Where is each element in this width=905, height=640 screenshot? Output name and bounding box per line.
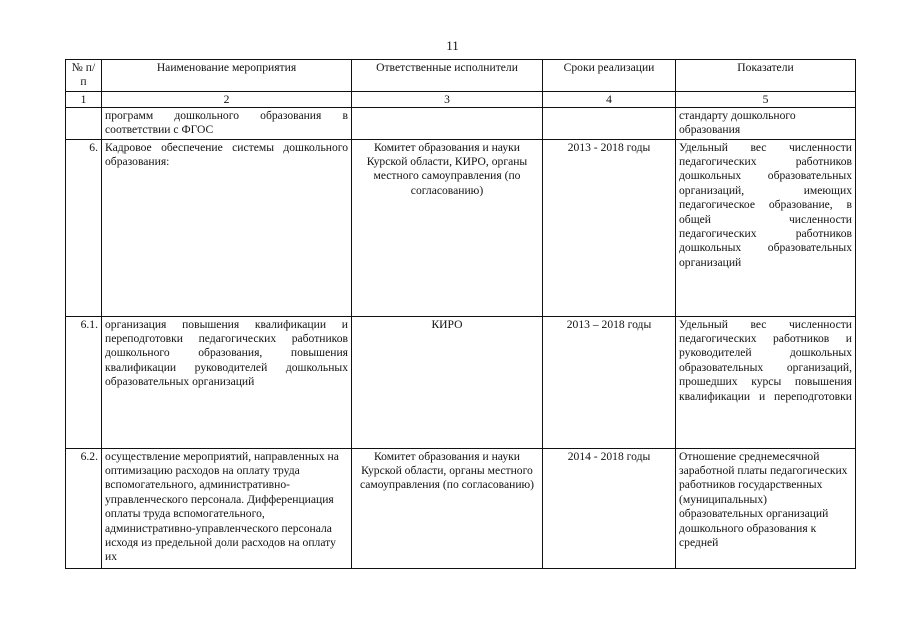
column-number-row [66, 91, 856, 107]
header-executors: Ответственные исполнители [352, 60, 543, 92]
measure-name: программ дошкольного образования в соответствии с ФГОС [102, 107, 352, 139]
measure-terms: 2014 - 2018 годы [543, 448, 676, 568]
measure-name: организация повышения квалификации и переподготовки педагогических работников дошкольного образования, повышения квалификации руководителей дошкольных образовательных организаций [102, 316, 352, 448]
column-number: 3 [352, 91, 543, 107]
measures-table [65, 59, 856, 569]
measure-terms [543, 107, 676, 139]
header-terms: Сроки реализации [543, 60, 676, 92]
row-number: 6.1. [66, 316, 102, 448]
measure-executors: КИРО [352, 316, 543, 448]
measure-indicators: стандарту дошкольного образования [676, 107, 856, 139]
column-number: 5 [676, 91, 856, 107]
column-number: 2 [102, 91, 352, 107]
measure-executors [352, 107, 543, 139]
measure-indicators: Удельный вес численности педагогических работников дошкольных образовательных организаций, имеющих педагогическое образование, в общей численности педагогических работников дошкольных образовательных организаций [676, 139, 856, 316]
measure-indicators: Удельный вес численности педагогических работников и руководителей дошкольных образовательных организаций, прошедших курсы повышения квалификации и переподготовки [676, 316, 856, 448]
table-row [66, 107, 856, 139]
table-row [66, 139, 856, 316]
table-header-row [66, 60, 856, 92]
measure-name: осуществление мероприятий, направленных на оптимизацию расходов на оплату труда вспомогательного, административно-управленческого персонала. Дифференциация оплаты труда вспомогательного, административно-управленческого персонала исходя из предельной доли расходов на оплату их [102, 448, 352, 568]
row-number: 6.2. [66, 448, 102, 568]
row-number: 6. [66, 139, 102, 316]
measure-indicators: Отношение среднемесячной заработной платы педагогических работников государственных (муниципальных) образовательных организаций дошкольного образования к средней [676, 448, 856, 568]
measure-terms: 2013 – 2018 годы [543, 316, 676, 448]
column-number: 1 [66, 91, 102, 107]
column-number: 4 [543, 91, 676, 107]
table-row [66, 316, 856, 448]
measure-terms: 2013 - 2018 годы [543, 139, 676, 316]
table-row [66, 448, 856, 568]
header-num: № п/п [66, 60, 102, 92]
measure-executors: Комитет образования и науки Курской области, КИРО, органы местного самоуправления (по согласованию) [352, 139, 543, 316]
measure-name: Кадровое обеспечение системы дошкольного образования: [102, 139, 352, 316]
row-number [66, 107, 102, 139]
page-number: 11 [446, 38, 459, 53]
measure-executors: Комитет образования и науки Курской области, органы местного самоуправления (по согласованию) [352, 448, 543, 568]
header-indicators: Показатели [676, 60, 856, 92]
header-name: Наименование мероприятия [102, 60, 352, 92]
